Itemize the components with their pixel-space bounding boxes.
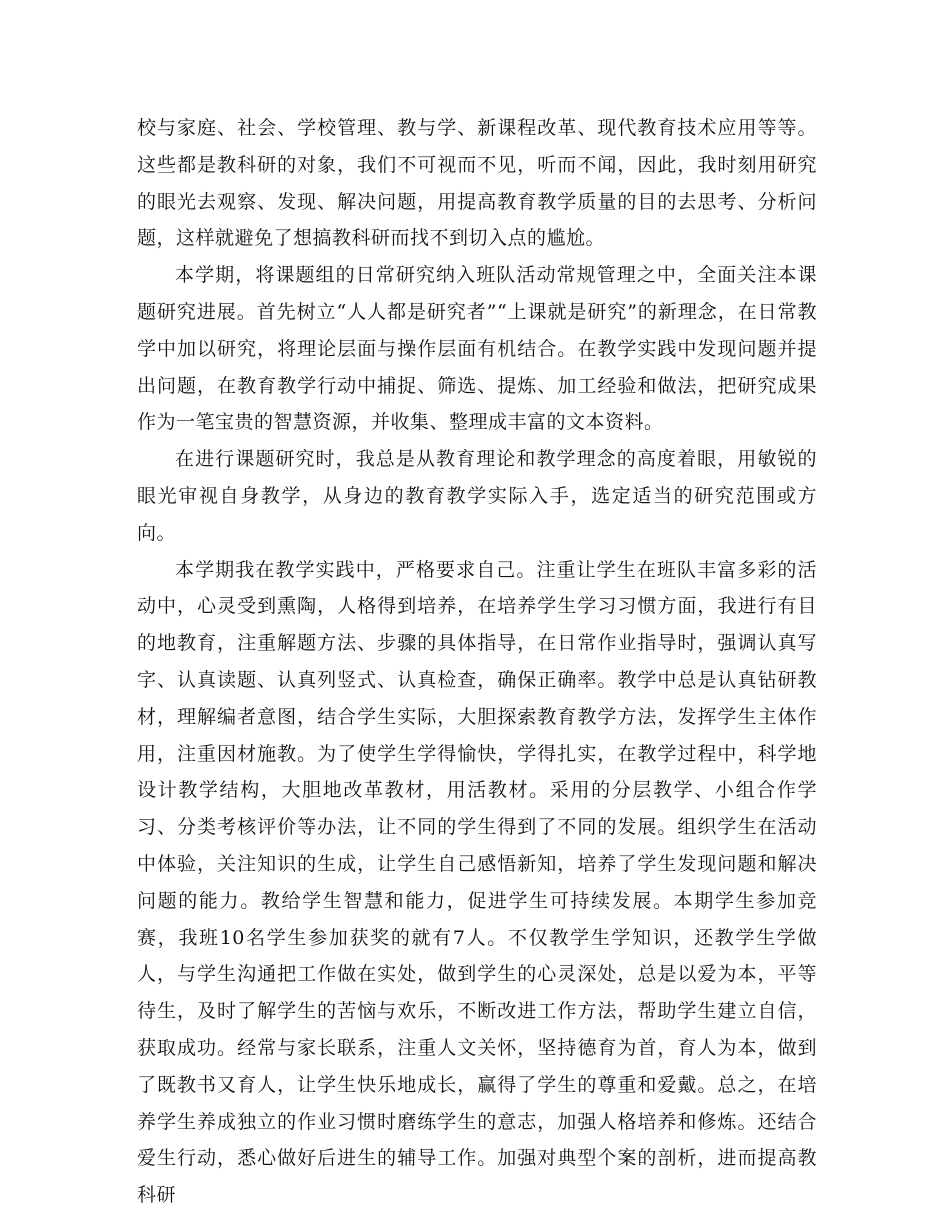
paragraph-2: 本学期，将课题组的日常研究纳入班队活动常规管理之中，全面关注本课题研究进展。首先树立“人人都是研究者”“上课就是研究”的新理念，在日常教学中加以研究，将理论层面与操作层面有机结合。在教学实践中发现问题并提出问题，在教育教学行动中捕捉、筛选、提炼、加工经验和做法，把研究成果作为一笔宝贵的智慧资源，并收集、整理成丰富的文本资料。 <box>137 264 817 434</box>
document-body <box>137 110 817 1214</box>
paragraph-1: 校与家庭、社会、学校管理、教与学、新课程改革、现代教育技术应用等等。这些都是教科研的对象，我们不可视而不见，听而不闻，因此，我时刻用研究的眼光去观察、发现、解决问题，用提高教育教学质量的目的去思考、分析问题，这样就避免了想搞教科研而找不到切入点的尴尬。 <box>137 117 817 250</box>
paragraph-3: 在进行课题研究时，我总是从教育理论和教学理念的高度着眼，用敏锐的眼光审视自身教学，从身边的教育教学实际入手，选定适当的研究范围或方向。 <box>137 448 817 544</box>
paragraph-4: 本学期我在教学实践中，严格要求自己。注重让学生在班队丰富多彩的活动中，心灵受到熏陶，人格得到培养，在培养学生学习习惯方面，我进行有目的地教育，注重解题方法、步骤的具体指导，在日常作业指导时，强调认真写字、认真读题、认真列竖式、认真检查，确保正确率。教学中总是认真钻研教材，理解编者意图，结合学生实际，大胆探索教育教学方法，发挥学生主体作用，注重因材施教。为了使学生学得愉快，学得扎实，在教学过程中，科学地设计教学结构，大胆地改革教材，用活教材。采用的分层教学、小组合作学习、分类考核评价等办法，让不同的学生得到了不同的发展。组织学生在活动中体验，关注知识的生成，让学生自己感悟新知，培养了学生发现问题和解决问题的能力。教给学生智慧和能力，促进学生可持续发展。本期学生参加竞赛，我班10名学生参加获奖的就有7人。不仅教学生学知识，还教学生学做人，与学生沟通把工作做在实处，做到学生的心灵深处，总是以爱为本，平等待生，及时了解学生的苦恼与欢乐，不断改进工作方法，帮助学生建立自信，获取成功。经常与家长联系，注重人文关怀，坚持德育为首，育人为本，做到了既教书又育人，让学生快乐地成长，赢得了学生的尊重和爱戴。总之，在培养学生养成独立的作业习惯时磨练学生的意志，加强人格培养和修炼。还结合爱生行动，悉心做好后进生的辅导工作。加强对典型个案的剖析，进而提高教科研 <box>137 558 817 1207</box>
